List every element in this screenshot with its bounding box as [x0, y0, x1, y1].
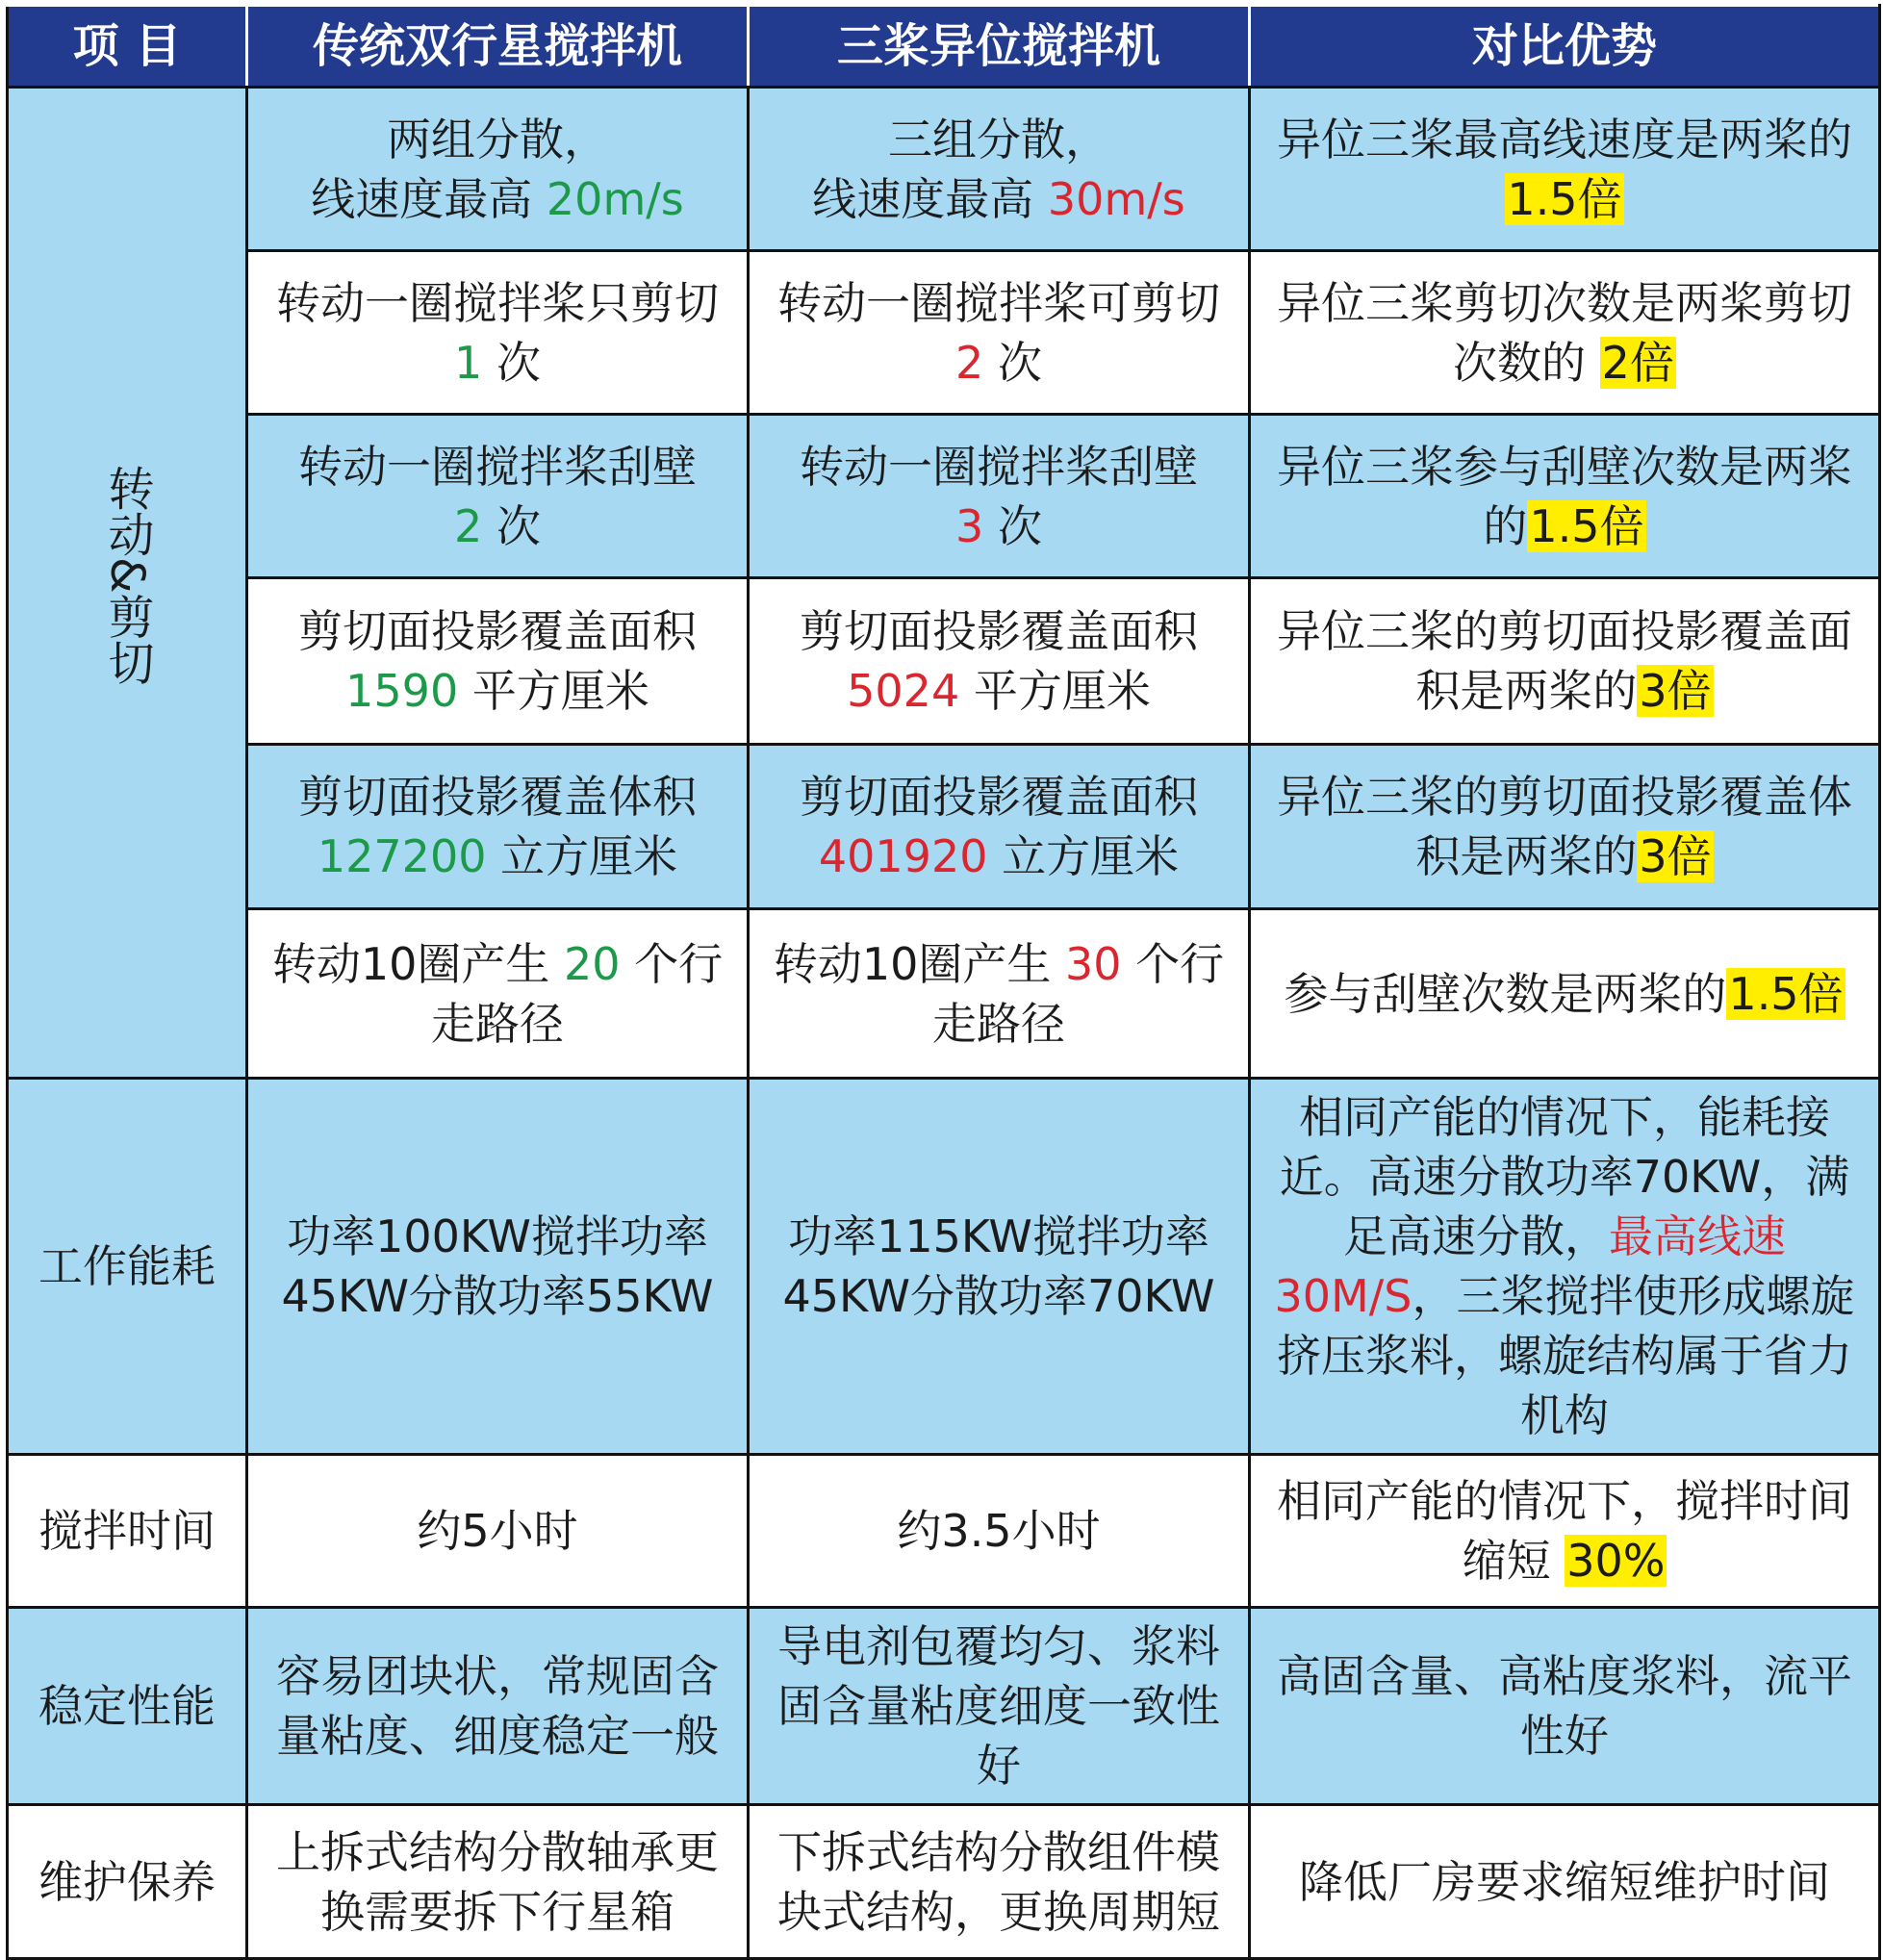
table-row	[8, 415, 1880, 578]
cell-advantage: 异位三桨参与刮壁次数是两桨的1.5倍	[1250, 415, 1880, 578]
header-item: 项 目	[8, 6, 247, 88]
cell-advantage: 异位三桨的剪切面投影覆盖面积是两桨的3倍	[1250, 578, 1880, 745]
header-three-paddle-mixer: 三桨异位搅拌机	[749, 6, 1250, 88]
cell-advantage: 异位三桨最高线速度是两桨的 1.5倍	[1250, 88, 1880, 251]
highlight-value: 1.5倍	[1507, 172, 1622, 225]
table-row	[8, 1455, 1880, 1608]
cell-three-paddle: 转动一圈搅拌桨刮壁 3 次	[749, 415, 1250, 578]
cell-traditional: 上拆式结构分散轴承更换需要拆下行星箱	[247, 1805, 749, 1959]
cell-traditional: 两组分散， 线速度最高 20m/s	[247, 88, 749, 251]
value-green: 127200	[317, 830, 487, 882]
highlight-value: 30%	[1566, 1535, 1666, 1587]
cell-traditional: 容易团块状，常规固含量粘度、细度稳定一般	[247, 1608, 749, 1805]
header-row	[8, 6, 1880, 88]
value-red: 30m/s	[1047, 172, 1185, 225]
category-label: 转动&剪切	[100, 465, 154, 686]
value-red: 401920	[818, 830, 988, 882]
table-row	[8, 1079, 1880, 1455]
cell-advantage: 相同产能的情况下，搅拌时间缩短 30%	[1250, 1455, 1880, 1608]
table-row	[8, 909, 1880, 1079]
highlight-value: 3倍	[1639, 830, 1712, 882]
category-stability: 稳定性能	[8, 1608, 247, 1805]
category-rotation-shear	[8, 88, 247, 1079]
table-row	[8, 88, 1880, 251]
cell-traditional: 约5小时	[247, 1455, 749, 1608]
highlight-value: 1.5倍	[1529, 499, 1644, 552]
cell-three-paddle: 下拆式结构分散组件模块式结构，更换周期短	[749, 1805, 1250, 1959]
header-advantage: 对比优势	[1250, 6, 1880, 88]
cell-traditional: 功率100KW搅拌功率45KW分散功率55KW	[247, 1079, 749, 1455]
cell-advantage: 异位三桨剪切次数是两桨剪切次数的 2倍	[1250, 251, 1880, 415]
value-green: 2	[454, 499, 483, 552]
value-green: 1	[454, 336, 483, 389]
cell-three-paddle: 转动10圈产生 30 个行走路径	[749, 909, 1250, 1079]
highlight-value: 1.5倍	[1728, 967, 1844, 1020]
value-green: 20	[563, 937, 621, 990]
header-traditional-mixer: 传统双行星搅拌机	[247, 6, 749, 88]
category-mixing-time: 搅拌时间	[8, 1455, 247, 1608]
cell-traditional: 剪切面投影覆盖面积 1590 平方厘米	[247, 578, 749, 745]
comparison-table	[6, 4, 1881, 1960]
highlight-value: 3倍	[1639, 665, 1712, 717]
cell-three-paddle: 功率115KW搅拌功率45KW分散功率70KW	[749, 1079, 1250, 1455]
cell-three-paddle: 剪切面投影覆盖面积 5024 平方厘米	[749, 578, 1250, 745]
cell-advantage: 参与刮壁次数是两桨的1.5倍	[1250, 909, 1880, 1079]
value-red: 30	[1064, 937, 1122, 990]
table-row	[8, 745, 1880, 909]
category-maintenance: 维护保养	[8, 1805, 247, 1959]
cell-advantage: 高固含量、高粘度浆料，流平性好	[1250, 1608, 1880, 1805]
cell-three-paddle: 转动一圈搅拌桨可剪切 2 次	[749, 251, 1250, 415]
cell-three-paddle: 剪切面投影覆盖面积 401920 立方厘米	[749, 745, 1250, 909]
cell-advantage: 相同产能的情况下，能耗接近。高速分散功率70KW，满足高速分散，最高线速30M/S，三桨搅拌使形成螺旋挤压浆料，螺旋结构属于省力机构	[1250, 1079, 1880, 1455]
value-red: 3	[955, 499, 984, 552]
value-red: 5024	[847, 665, 960, 717]
value-green: 20m/s	[546, 172, 684, 225]
cell-traditional: 转动一圈搅拌桨只剪切 1 次	[247, 251, 749, 415]
value-green: 1590	[345, 665, 459, 717]
value-red: 最高线速30M/S	[1274, 1210, 1786, 1322]
cell-three-paddle: 导电剂包覆均匀、浆料固含量粘度细度一致性好	[749, 1608, 1250, 1805]
cell-traditional: 转动一圈搅拌桨刮壁 2 次	[247, 415, 749, 578]
cell-traditional: 转动10圈产生 20 个行走路径	[247, 909, 749, 1079]
table-row	[8, 578, 1880, 745]
cell-traditional: 剪切面投影覆盖体积 127200 立方厘米	[247, 745, 749, 909]
cell-advantage: 异位三桨的剪切面投影覆盖体积是两桨的3倍	[1250, 745, 1880, 909]
cell-advantage: 降低厂房要求缩短维护时间	[1250, 1805, 1880, 1959]
table-row	[8, 251, 1880, 415]
cell-three-paddle: 约3.5小时	[749, 1455, 1250, 1608]
table-row	[8, 1805, 1880, 1959]
table-row	[8, 1608, 1880, 1805]
category-energy: 工作能耗	[8, 1079, 247, 1455]
value-red: 2	[955, 336, 984, 389]
cell-three-paddle: 三组分散， 线速度最高 30m/s	[749, 88, 1250, 251]
highlight-value: 2倍	[1601, 336, 1674, 389]
